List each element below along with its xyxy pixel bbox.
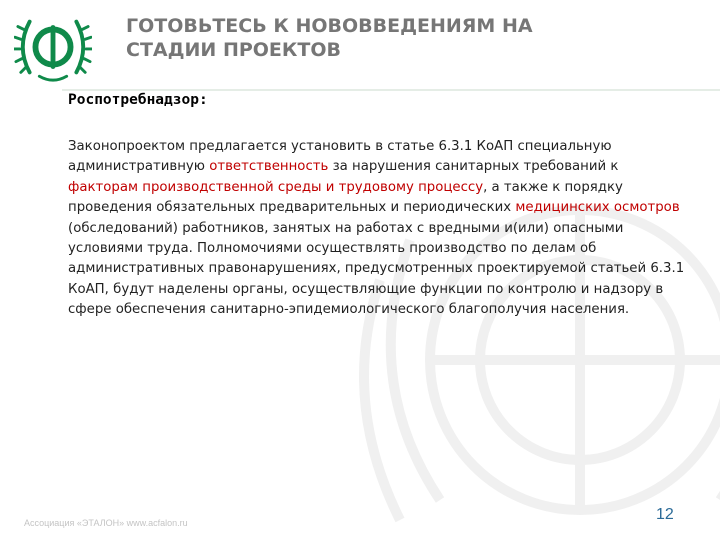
body-text: (обследований) работников, занятых на работах с вредными и(или) опасными условиями труда. Полномочиями осуществлять производство по делам об административных правонарушениях, предусмотренных проектируемой статьей 6.3.1 КоАП, будут наделены органы, осуществляющие функции по контролю и надзору в сфере обеспечения санитарно-эпидемиологического благополучия населения. [68, 220, 685, 318]
body-text: , а также к порядку проведения обязательных предварительных и периодических [68, 179, 623, 216]
organization-logo-icon [14, 8, 92, 86]
slide-title-line-2: СТАДИИ ПРОЕКТОВ [126, 39, 342, 61]
body-paragraph [68, 137, 690, 321]
body-text: за нарушения санитарных требований к [328, 159, 619, 175]
body-text: Законопроектом предлагается установить в статье 6.3.1 КоАП специальную административную [68, 139, 612, 175]
footer-text: Ассоциация «ЭТАЛОН» www.acfalon.ru [24, 518, 188, 528]
highlight-term: факторам производственной среды и трудовому процессу [68, 179, 484, 195]
section-heading: Роспотребнадзор: [68, 92, 208, 108]
slide-title-line-1: ГОТОВЬТЕСЬ К НОВОВВЕДЕНИЯМ НА [126, 15, 533, 37]
highlight-term: медицинских осмотров [515, 200, 680, 216]
slide-title [126, 14, 686, 62]
header-divider [62, 89, 720, 91]
highlight-term: ответственность [209, 159, 329, 175]
page-number: 12 [656, 506, 674, 523]
